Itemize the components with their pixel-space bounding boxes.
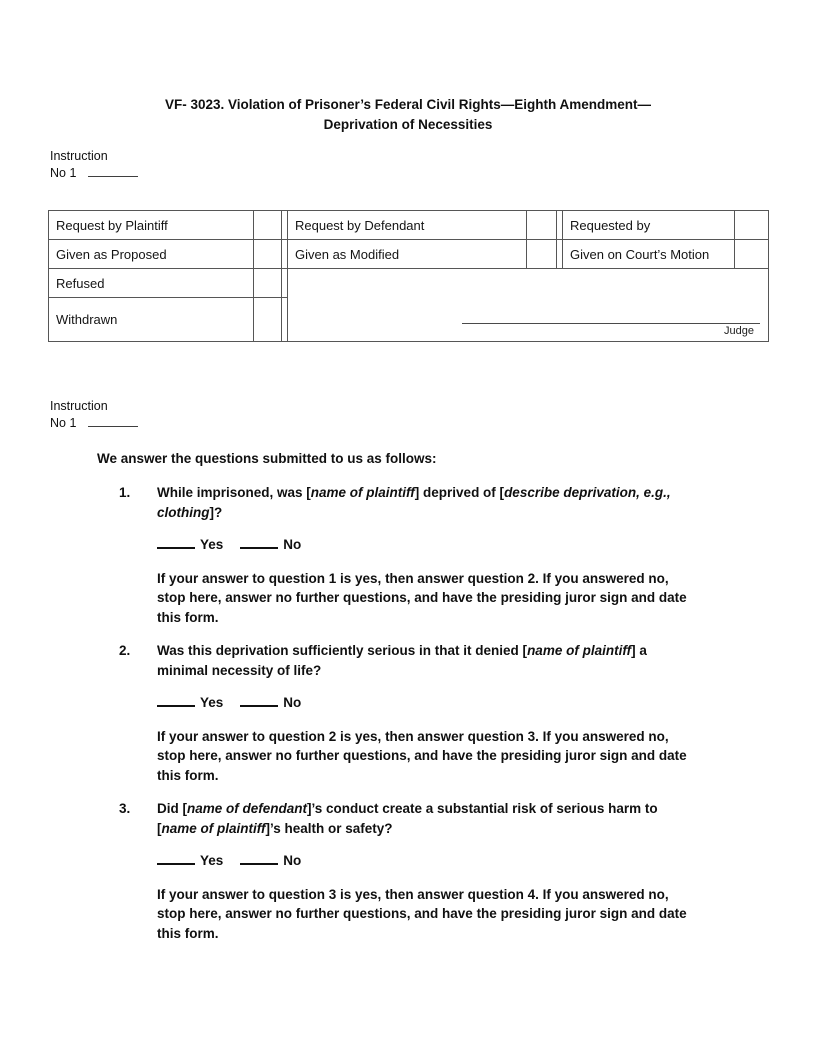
status-label-requested-by: Requested by bbox=[563, 211, 735, 240]
question-text-italic-segment: name of plaintiff bbox=[310, 485, 415, 500]
form-title bbox=[0, 0, 816, 135]
question-number: 2. bbox=[119, 643, 131, 658]
answer-no-label: No bbox=[283, 853, 302, 868]
question-row bbox=[119, 483, 697, 522]
answer-yes bbox=[157, 853, 223, 868]
status-label-given-as-modified: Given as Modified bbox=[288, 240, 527, 269]
question-text-segment: ]’s conduct create a substantial risk of serious harm to [ bbox=[157, 801, 658, 836]
question-text-segment: ]’s health or safety? bbox=[265, 820, 393, 836]
question-block bbox=[119, 641, 697, 785]
question-text bbox=[157, 483, 697, 522]
question-text-segment: ] deprived of [ bbox=[414, 485, 505, 500]
status-label-given-as-proposed: Given as Proposed bbox=[49, 240, 254, 269]
request-by-plaintiff-box[interactable] bbox=[254, 211, 282, 240]
question-text-italic-segment: name of plaintiff bbox=[527, 643, 632, 658]
status-label-request-by-plaintiff: Request by Plaintiff bbox=[49, 211, 254, 240]
table-spacer bbox=[282, 298, 288, 342]
question-row bbox=[119, 641, 697, 680]
answer-blank-yes[interactable] bbox=[157, 694, 195, 707]
intro-statement: We answer the questions submitted to us as follows: bbox=[97, 451, 437, 466]
instruction-number-label: No 1 bbox=[50, 166, 77, 180]
question-number: 3. bbox=[119, 801, 131, 816]
question-row bbox=[119, 799, 697, 838]
question-text-italic-segment: name of defendant bbox=[187, 801, 308, 816]
answer-no bbox=[240, 537, 301, 552]
request-by-defendant-box[interactable] bbox=[527, 211, 557, 240]
questions-list bbox=[0, 483, 816, 943]
question-followup-instruction: If your answer to question 1 is yes, then answer question 2. If you answered no, stop here, answer no further questions, and have the presiding juror sign and date this form. bbox=[157, 570, 687, 625]
question-block bbox=[119, 799, 697, 943]
status-label-request-by-defendant: Request by Defendant bbox=[288, 211, 527, 240]
instruction-ref-top bbox=[50, 149, 816, 181]
answer-yes-label: Yes bbox=[200, 695, 224, 710]
answer-no bbox=[240, 853, 301, 868]
question-followup-instruction: If your answer to question 2 is yes, then answer question 3. If you answered no, stop here, answer no further questions, and have the presiding juror sign and date this form. bbox=[157, 728, 687, 783]
answer-yes bbox=[157, 695, 223, 710]
request-status-table bbox=[48, 210, 769, 342]
question-followup-instruction: If your answer to question 3 is yes, then answer question 4. If you answered no, stop here, answer no further questions, and have the presiding juror sign and date this form. bbox=[157, 886, 687, 941]
instruction-number-label: No 1 bbox=[50, 416, 77, 430]
refused-box[interactable] bbox=[254, 269, 282, 298]
judge-label: Judge bbox=[724, 325, 754, 337]
question-text-italic-segment: describe deprivation, e.g., clothing bbox=[157, 485, 671, 520]
answer-yes bbox=[157, 537, 223, 552]
question-text bbox=[157, 641, 697, 680]
answer-blank-no[interactable] bbox=[240, 852, 278, 865]
given-as-proposed-box[interactable] bbox=[254, 240, 282, 269]
answer-no-label: No bbox=[283, 695, 302, 710]
question-text-segment: ] a minimal necessity of life? bbox=[157, 643, 647, 678]
question-text-italic-segment: name of plaintiff bbox=[161, 820, 266, 836]
status-label-refused: Refused bbox=[49, 269, 254, 298]
question-number: 1. bbox=[119, 485, 131, 500]
answer-blank-yes[interactable] bbox=[157, 536, 195, 549]
answer-blank-no[interactable] bbox=[240, 536, 278, 549]
question-text-segment: ]? bbox=[209, 504, 223, 520]
given-on-courts-motion-box[interactable] bbox=[735, 240, 769, 269]
withdrawn-box[interactable] bbox=[254, 298, 282, 342]
answer-no bbox=[240, 695, 301, 710]
form-title-line2: Deprivation of Necessities bbox=[323, 117, 493, 132]
answer-no-label: No bbox=[283, 537, 302, 552]
instruction-label: Instruction bbox=[50, 149, 108, 163]
form-title-line1: VF- 3023. Violation of Prisoner’s Federal Civil Rights—Eighth Amendment— bbox=[164, 97, 652, 112]
answer-yes-label: Yes bbox=[200, 853, 224, 868]
question-text-segment: While imprisoned, was [ bbox=[157, 485, 311, 500]
answer-line bbox=[157, 851, 697, 871]
question-text-segment: Did [ bbox=[157, 801, 187, 816]
answer-blank-yes[interactable] bbox=[157, 852, 195, 865]
instruction-label: Instruction bbox=[50, 399, 108, 413]
status-label-given-on-courts-motion: Given on Court’s Motion bbox=[563, 240, 735, 269]
answer-yes-label: Yes bbox=[200, 537, 224, 552]
answer-line bbox=[157, 535, 697, 555]
question-text bbox=[157, 799, 697, 838]
requested-by-box[interactable] bbox=[735, 211, 769, 240]
question-text-segment: Was this deprivation sufficiently serious in that it denied [ bbox=[157, 643, 528, 658]
given-as-modified-box[interactable] bbox=[527, 240, 557, 269]
answer-line bbox=[157, 693, 697, 713]
status-label-withdrawn: Withdrawn bbox=[49, 298, 254, 342]
instruction-ref-bottom bbox=[50, 399, 816, 431]
judge-signature-cell bbox=[288, 269, 769, 342]
answer-blank-no[interactable] bbox=[240, 694, 278, 707]
judge-signature-block bbox=[462, 313, 760, 339]
judge-signature-line[interactable] bbox=[462, 313, 760, 324]
question-block bbox=[119, 483, 697, 627]
instruction-number-blank[interactable] bbox=[88, 164, 138, 177]
instruction-number-blank[interactable] bbox=[88, 414, 138, 427]
